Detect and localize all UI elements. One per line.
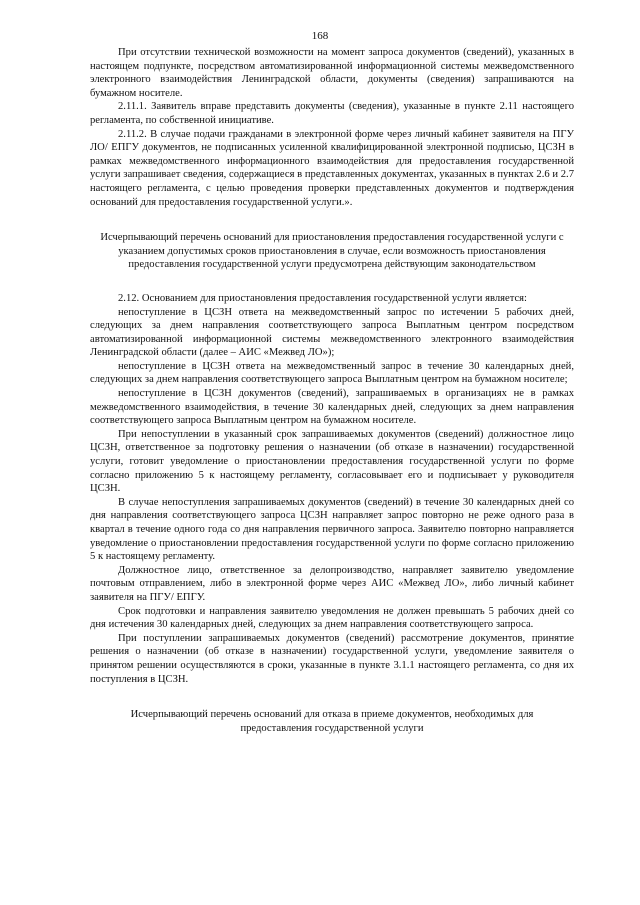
paragraph: Должностное лицо, ответственное за делопроизводство, направляет заявителю уведомление почтовым отправлением, либо в электронной форме через АИС «Межвед ЛО», либо личный кабинет заявителя на ПГУ/ ЕПГУ. — [90, 564, 574, 603]
paragraph: 2.12. Основанием для приостановления предоставления государственной услуги является: — [118, 292, 527, 304]
paragraph: При поступлении запрашиваемых документов (сведений) рассмотрение документов, принятие решения о назначении (об отказе в назначении) государственной услуги, уведомление заявителя о принятом решении осуществляются в сроки, указанные в пункте 3.1.1 настоящего регламента, со дня их поступления в ЦСЗН. — [90, 632, 574, 685]
page-content — [90, 46, 574, 735]
paragraph: Срок подготовки и направления заявителю уведомления не должен превышать 5 рабочих дней со дня истечения 30 календарных дней, следующих за днем направления соответствующего запроса. — [90, 605, 574, 631]
section-heading: Исчерпывающий перечень оснований для приостановления предоставления государственной услуги с указанием допустимых сроков приостановления в случае, если возможность приостановления предоставления государственной услуги предусмотрена действующим законодательством — [100, 232, 564, 271]
section-heading: Исчерпывающий перечень оснований для отказа в приеме документов, необходимых для предоставления государственной услуги — [130, 709, 534, 734]
page-number: 168 — [311, 30, 329, 42]
paragraph: При непоступлении в указанный срок запрашиваемых документов (сведений) должностное лицо ЦСЗН, ответственное за подготовку решения о назначении (об отказе в назначении) государственной услуги, готовит уведомление о приостановлении предоставления государственной услуги по форме согласно приложению 5 к настоящему регламенту, согласовывает его и подписывает у руководителя ЦСЗН. — [90, 428, 574, 495]
paragraph: непоступление в ЦСЗН ответа на межведомственный запрос по истечении 5 рабочих дней, следующих за днем направления соответствующего запроса Выплатным центром посредством автоматизированной информационной системы межведомственного электронного взаимодействия Ленинградской области (далее – АИС «Межвед ЛО»); — [90, 306, 574, 359]
paragraph: непоступление в ЦСЗН ответа на межведомственный запрос в течение 30 календарных дней, следующих за днем направления соответствующего запроса Выплатным центром на бумажном носителе; — [90, 360, 574, 386]
paragraph: При отсутствии технической возможности на момент запроса документов (сведений), указанных в настоящем подпункте, посредством автоматизированной информационной системы межведомственного электронного взаимодействия Ленинградской области, документы (сведения) запрашиваются на бумажном носителе. — [90, 47, 574, 99]
paragraph: В случае непоступления запрашиваемых документов (сведений) в течение 30 календарных дней со дня направления соответствующего запроса ЦСЗН направляет запрос повторно не реже одного раза в квартал в течение одного года со дня направления первичного запроса. Заявителю повторно направляется уведомление о приостановлении предоставления государственной услуги по форме согласно приложению 5 к настоящему регламенту. — [90, 496, 574, 563]
paragraph: непоступление в ЦСЗН документов (сведений), запрашиваемых в организациях не в рамках межведомственного взаимодействия, в течение 30 календарных дней, следующих за днем направления соответствующего запроса Выплатным центром на бумажном носителе. — [90, 388, 574, 427]
paragraph: 2.11.2. В случае подачи гражданами в электронной форме через личный кабинет заявителя на ПГУ ЛО/ ЕПГУ документов, не подписанных усиленной квалифицированной электронной подписью, ЦСЗН в рамках межведомственного информационного взаимодействия для предоставления государственной услуги запрашивает сведения, содержащиеся в представленных документах, указанных в пунктах 2.6 и 2.7 настоящего регламента, с целью проведения проверки представленных документов и подтверждения оснований для предоставления государственной услуги.». — [90, 128, 574, 208]
paragraph: 2.11.1. Заявитель вправе представить документы (сведения), указанные в пункте 2.11 настоящего регламента, по собственной инициативе. — [90, 101, 574, 126]
